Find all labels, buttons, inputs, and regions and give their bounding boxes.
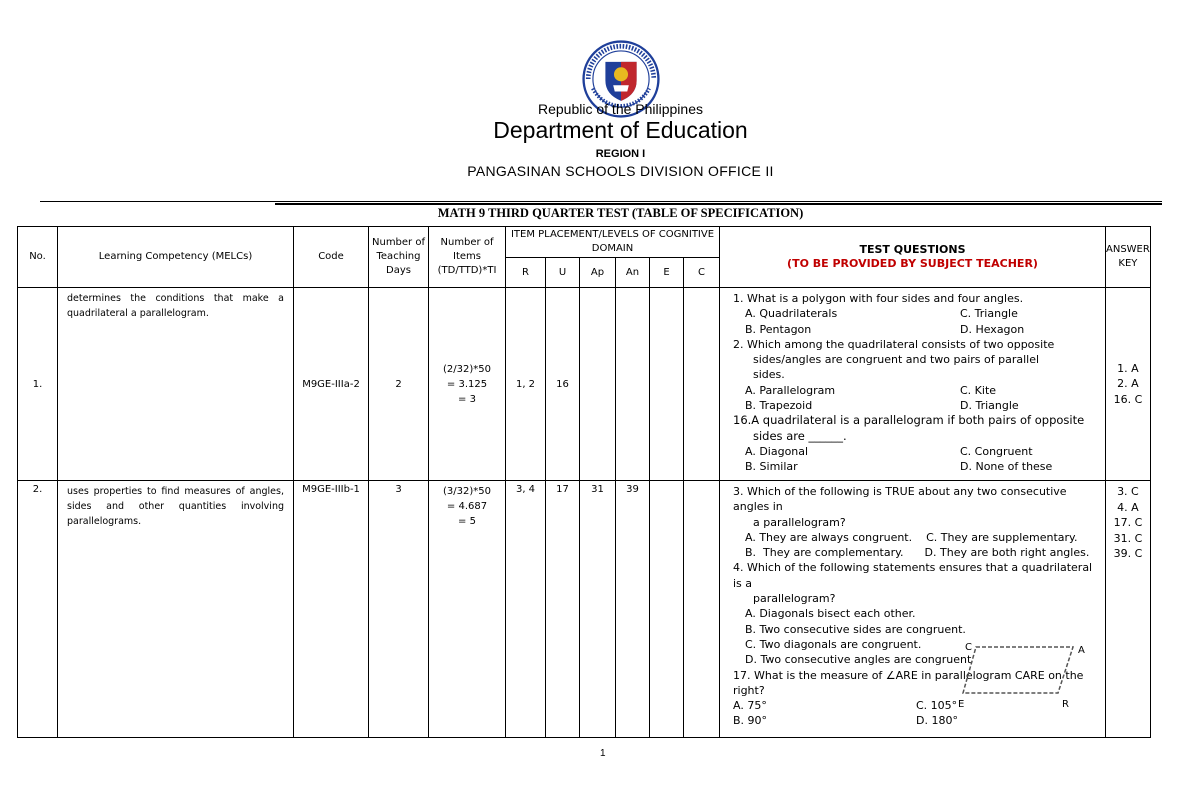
level-c-items — [684, 288, 720, 481]
competency-code: M9GE-IIIa-2 — [294, 288, 369, 481]
choice: C. 105° — [916, 699, 958, 713]
row-number: 2. — [18, 481, 58, 738]
header-divider — [40, 201, 1162, 202]
header-level-c: C — [684, 258, 720, 288]
test-questions-cell — [720, 288, 1106, 481]
header-level-e: E — [650, 258, 684, 288]
question-text: sides are ______. — [753, 428, 847, 443]
choice: A. 75° — [733, 699, 767, 713]
header-level-u: U — [546, 258, 580, 288]
question-text: 2. Which among the quadrilateral consists of two opposite — [733, 337, 1055, 351]
question-text: sides. — [753, 368, 785, 382]
choice: B. Pentagon — [745, 322, 812, 336]
answer-key-item: 4. A — [1117, 500, 1139, 514]
header-competency: Learning Competency (MELCs) — [58, 227, 294, 288]
header-level-ap: Ap — [580, 258, 616, 288]
choice: D. None of these — [960, 460, 1053, 474]
answer-key-item: 1. A — [1117, 361, 1139, 375]
choice: D. Hexagon — [960, 322, 1025, 336]
question-text: 1. What is a polygon with four sides and four angles. — [733, 292, 1024, 305]
choice: A. Diagonals bisect each other. — [745, 607, 916, 621]
choice: B. Trapezoid — [745, 399, 813, 413]
question-text: 3. Which of the following is TRUE about any two consecutive angles in — [733, 485, 1067, 514]
test-questions-note: (TO BE PROVIDED BY SUBJECT TEACHER) — [787, 257, 1038, 270]
answer-key-item: 16. C — [1113, 392, 1143, 406]
choice: A. They are always congruent. C. They are supplementary. — [745, 530, 1078, 544]
page-number: 1 — [600, 748, 606, 759]
level-u-items: 16 — [546, 288, 580, 481]
table-row — [18, 288, 1151, 481]
choice: D. 180° — [916, 714, 958, 728]
learning-competency: uses properties to find measures of angles, sides and other quantities involving parallelograms. — [58, 481, 294, 738]
level-r-items: 3, 4 — [506, 481, 546, 738]
number-of-items — [429, 288, 506, 481]
vertex-label-r: R — [1062, 699, 1069, 710]
teaching-days: 2 — [369, 288, 429, 481]
level-an-items — [616, 288, 650, 481]
header-no: No. — [18, 227, 58, 288]
row-number: 1. — [18, 288, 58, 481]
answer-key-cell — [1106, 288, 1151, 481]
vertex-label-c: C — [965, 642, 972, 653]
items-result: = 5 — [458, 516, 476, 527]
parallelogram-care-figure — [958, 641, 1108, 711]
competency-code: M9GE-IIIb-1 — [294, 481, 369, 738]
items-calc: = 4.687 — [446, 501, 488, 512]
level-an-items: 39 — [616, 481, 650, 738]
choice: B. Two consecutive sides are congruent. — [745, 622, 966, 636]
question-text: parallelogram? — [753, 592, 836, 606]
choice: C. Triangle — [960, 307, 1018, 321]
header-level-r: R — [506, 258, 546, 288]
choice: D. Triangle — [960, 399, 1019, 413]
header-divider-thick — [275, 203, 1162, 205]
choice: A. Parallelogram — [745, 383, 836, 397]
header-level-an: An — [616, 258, 650, 288]
level-u-items: 17 — [546, 481, 580, 738]
level-ap-items: 31 — [580, 481, 616, 738]
level-ap-items — [580, 288, 616, 481]
learning-competency: determines the conditions that make a quadrilateral a parallelogram. — [58, 288, 294, 481]
number-of-items — [429, 481, 506, 738]
answer-key-item: 3. C — [1117, 485, 1139, 498]
items-formula: (2/32)*50 — [443, 363, 491, 375]
document-title: MATH 9 THIRD QUARTER TEST (TABLE OF SPECIFICATION) — [437, 206, 804, 220]
answer-key-cell — [1106, 481, 1151, 738]
test-questions-cell — [720, 481, 1106, 738]
level-e-items — [650, 288, 684, 481]
header-test-questions — [720, 227, 1106, 288]
choice: C. Kite — [960, 383, 997, 397]
level-c-items — [684, 481, 720, 738]
answer-key-item: 31. C — [1113, 531, 1143, 545]
items-result: = 3 — [458, 393, 476, 405]
question-text: 4. Which of the following statements ensures that a quadrilateral is a — [733, 561, 1093, 590]
header-code: Code — [294, 227, 369, 288]
question-text: a parallelogram? — [753, 515, 846, 529]
choice: A. Quadrilaterals — [745, 307, 838, 321]
region-heading: REGION I — [595, 148, 646, 160]
teaching-days: 3 — [369, 481, 429, 738]
choice: B. Similar — [745, 460, 798, 474]
answer-key-item: 17. C — [1113, 516, 1143, 529]
answer-key-item: 39. C — [1113, 547, 1143, 560]
choice: D. Two consecutive angles are congruent — [745, 653, 972, 667]
question-text: 16.A quadrilateral is a parallelogram if both pairs of opposite — [733, 413, 1085, 428]
specification-table — [17, 226, 1151, 738]
items-calc: = 3.125 — [446, 378, 488, 390]
vertex-label-e: E — [958, 699, 965, 710]
answer-key-item: 2. A — [1117, 377, 1139, 391]
header-number-of-items: Number of Items (TD/TTD)*TI — [429, 227, 506, 288]
republic-heading: Republic of the Philippines — [538, 101, 703, 117]
header-teaching-days: Number of Teaching Days — [369, 227, 429, 288]
department-heading: Department of Education — [493, 117, 748, 143]
table-row — [18, 481, 1151, 738]
choice: C. Congruent — [960, 444, 1033, 458]
vertex-label-a: A — [1078, 645, 1085, 656]
header-item-placement: ITEM PLACEMENT/LEVELS OF COGNITIVE DOMAIN — [506, 227, 720, 258]
question-text: sides/angles are congruent and two pairs of parallel — [753, 353, 1040, 367]
question-text: 17. What is the measure of ∠ARE in parallelogram CARE on the right? — [733, 668, 1084, 697]
header-answer-key: ANSWER KEY — [1106, 227, 1151, 288]
test-questions-label: TEST QUESTIONS — [859, 243, 966, 256]
division-heading: PANGASINAN SCHOOLS DIVISION OFFICE II — [467, 163, 774, 179]
level-e-items — [650, 481, 684, 738]
choice: B. They are complementary. D. They are both right angles. — [745, 546, 1090, 560]
choice: B. 90° — [733, 714, 768, 728]
items-formula: (3/32)*50 — [443, 486, 491, 497]
choice: A. Diagonal — [745, 444, 809, 458]
choice: C. Two diagonals are congruent. — [745, 637, 922, 651]
level-r-items: 1, 2 — [506, 288, 546, 481]
